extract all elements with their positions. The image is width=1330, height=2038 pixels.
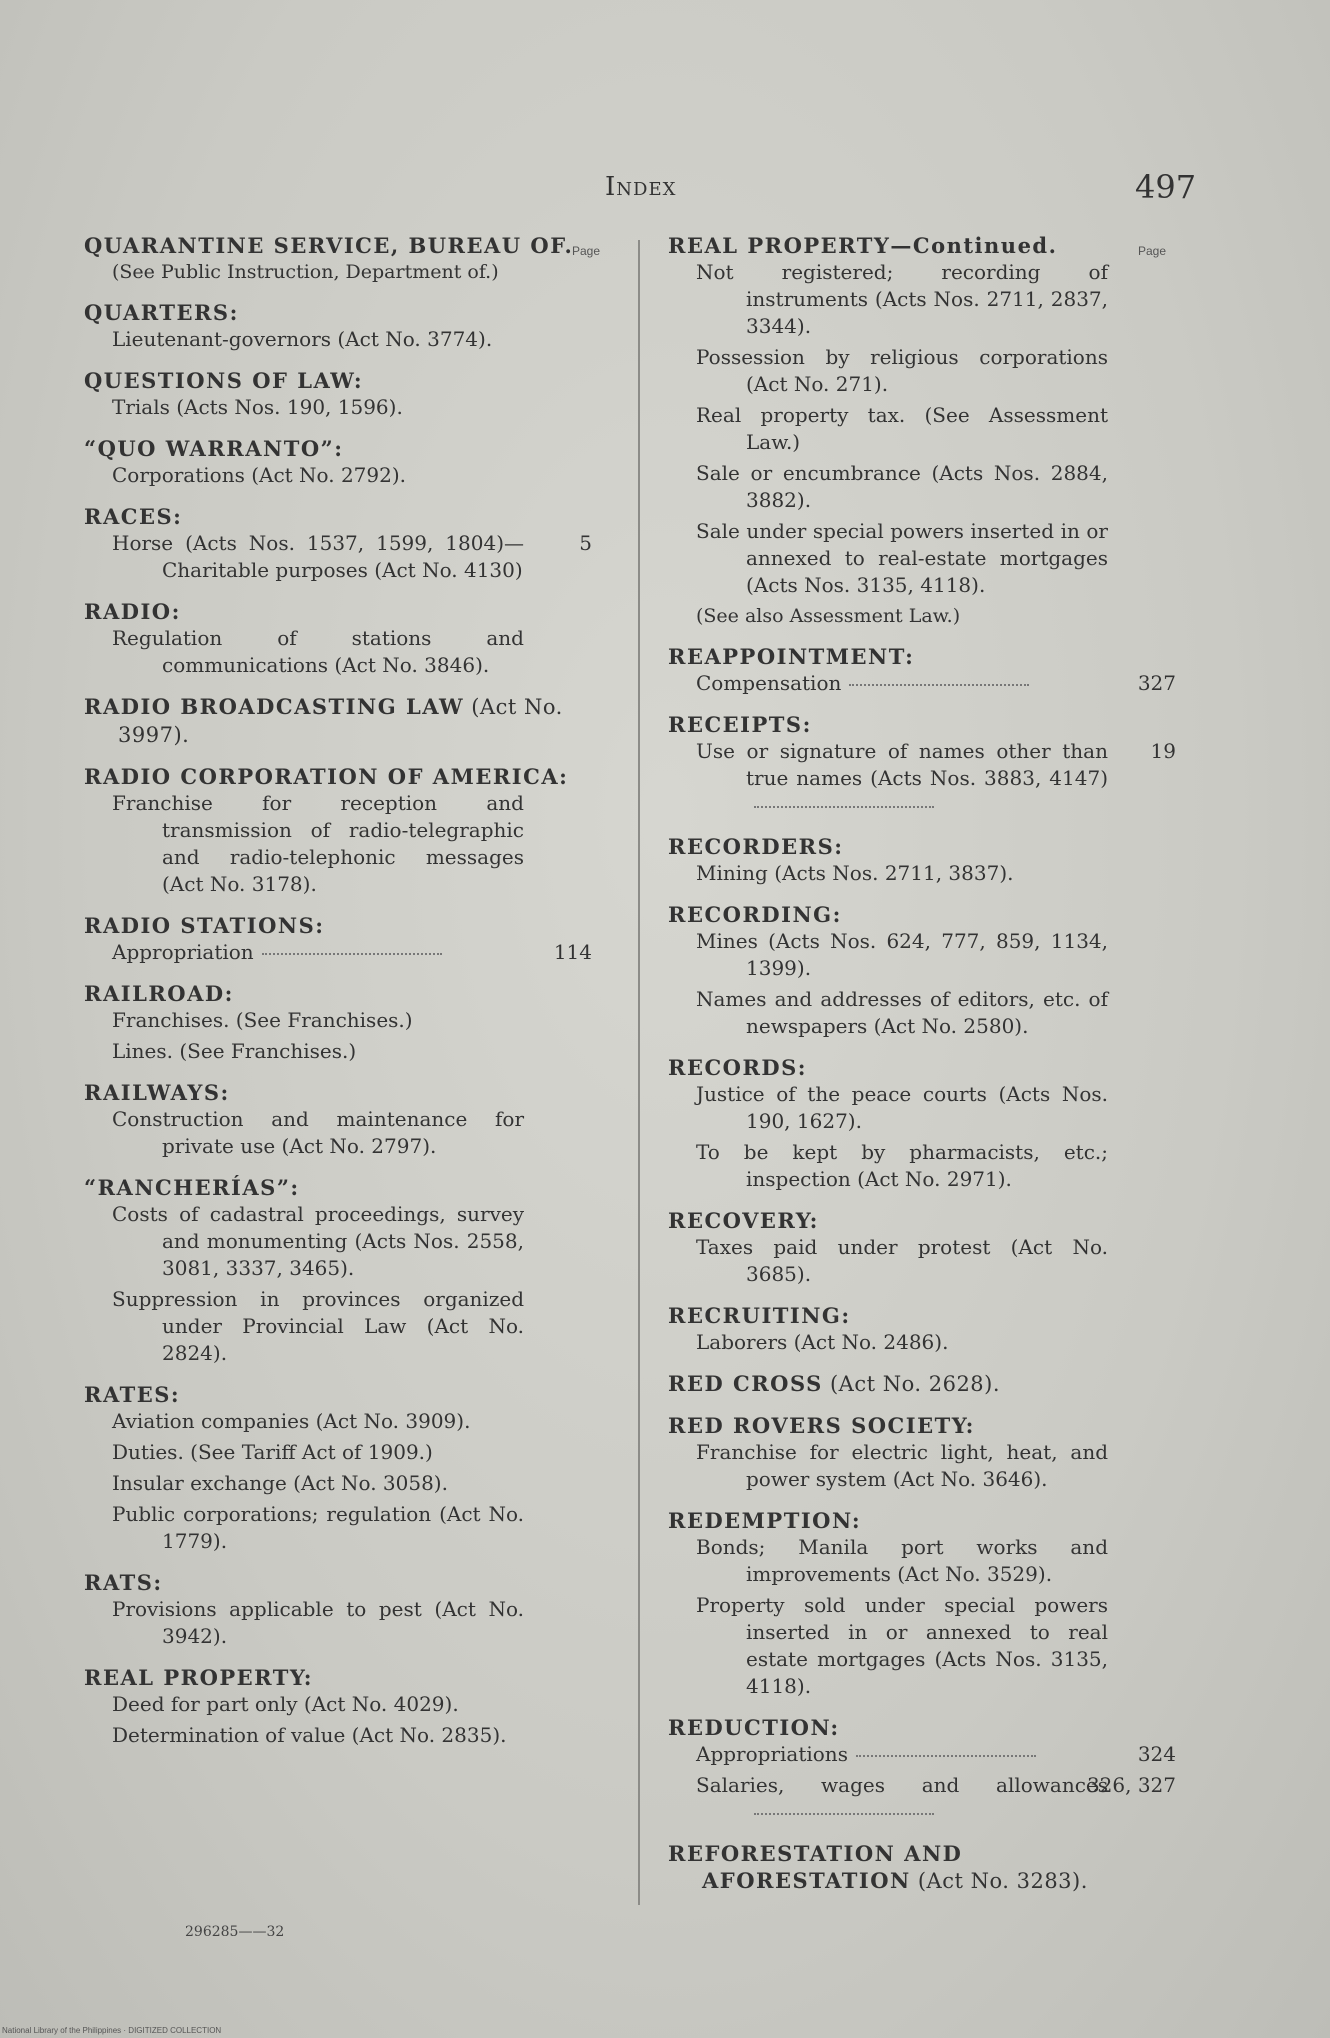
index-entry	[668, 711, 1176, 819]
subentry-text: Not registered; recording of instruments (Acts Nos. 2711, 2837, 3344).	[696, 260, 1108, 338]
entry-heading-reference: (Act No. 2628).	[822, 1372, 1001, 1396]
index-entry	[84, 1664, 584, 1749]
subentry	[668, 1139, 1168, 1193]
entry-heading	[84, 1174, 584, 1201]
subentry	[84, 1038, 584, 1065]
page-reference: 19	[1150, 739, 1176, 763]
entry-heading	[84, 763, 584, 790]
subentry-text: Provisions applicable to pest (Act No. 3942).	[112, 1597, 524, 1648]
entry-heading-text: “QUO WARRANTO”:	[84, 436, 344, 461]
index-entry	[668, 1207, 1168, 1288]
subentry	[668, 1741, 1176, 1768]
index-entry	[84, 598, 584, 679]
subentry	[668, 259, 1168, 340]
index-entry	[84, 763, 584, 898]
subentry	[668, 860, 1168, 887]
entry-heading-text: RECORDERS:	[668, 834, 844, 859]
index-entry	[668, 232, 1168, 629]
entry-heading-text: REDUCTION:	[668, 1715, 840, 1740]
entry-heading	[84, 503, 584, 530]
entry-heading-text: QUESTIONS OF LAW:	[84, 368, 364, 393]
entry-heading	[668, 1840, 1168, 1895]
subentry-text: Mining (Acts Nos. 2711, 3837).	[696, 861, 1014, 885]
printer-footnote: 296285——32	[185, 1924, 285, 1940]
subentry	[668, 460, 1168, 514]
entry-heading	[668, 1507, 1168, 1534]
subentry-text: Mines (Acts Nos. 624, 777, 859, 1134, 1399).	[696, 929, 1108, 980]
entry-heading	[84, 299, 584, 326]
entry-heading	[84, 435, 584, 462]
entry-heading-text: RADIO CORPORATION OF AMERICA:	[84, 764, 569, 789]
subentry	[84, 790, 584, 898]
subentry-text: Sale or encumbrance (Acts Nos. 2884, 3882).	[696, 461, 1108, 512]
dot-leader	[262, 953, 442, 955]
entry-heading	[668, 1370, 1168, 1398]
subentry-text: Costs of cadastral proceedings, survey and monumenting (Acts Nos. 2558, 3081, 3337, 3465).	[112, 1202, 524, 1280]
entry-heading-text: QUARTERS:	[84, 300, 239, 325]
subentry	[668, 986, 1168, 1040]
index-entry	[84, 367, 584, 421]
index-entry	[668, 1840, 1168, 1895]
entry-heading	[84, 598, 584, 625]
subentry	[84, 394, 584, 421]
dot-leader	[856, 1755, 1036, 1757]
subentry-text: Laborers (Act No. 2486).	[696, 1330, 949, 1354]
subentry-text: Construction and maintenance for private use (Act No. 2797).	[112, 1107, 524, 1158]
entry-heading-text: REAL PROPERTY:	[84, 1665, 314, 1690]
entry-heading-text: RECORDS:	[668, 1055, 808, 1080]
subentry	[84, 625, 584, 679]
entry-heading-text: REAPPOINTMENT:	[668, 644, 915, 669]
entry-heading-text: RAILWAYS:	[84, 1080, 230, 1105]
page-header	[0, 168, 1330, 218]
subentry	[84, 326, 584, 353]
entry-heading	[84, 693, 584, 749]
subentry-text: Names and addresses of editors, etc. of newspapers (Act No. 2580).	[696, 987, 1108, 1038]
page-reference: 324	[1137, 1742, 1176, 1766]
entry-heading-text: “RANCHERÍAS”:	[84, 1175, 300, 1200]
index-entry	[668, 1054, 1168, 1193]
entry-heading-text: RADIO STATIONS:	[84, 913, 325, 938]
dot-leader	[754, 1813, 934, 1815]
index-entry	[668, 901, 1168, 1040]
subentry	[84, 1106, 584, 1160]
subentry-text: Lines. (See Franchises.)	[112, 1039, 357, 1063]
subentry-text: Deed for part only (Act No. 4029).	[112, 1692, 459, 1716]
subentry	[668, 518, 1168, 599]
subentry	[84, 939, 592, 966]
left-column-page-label: Page	[572, 244, 601, 258]
index-entry	[668, 1714, 1176, 1826]
entry-heading	[668, 1714, 1168, 1741]
subentry	[84, 1501, 584, 1555]
entry-heading	[84, 1569, 584, 1596]
subentry-text: To be kept by pharmacists, etc.; inspection (Act No. 2971).	[696, 1140, 1108, 1191]
entry-heading	[668, 232, 1168, 259]
subentry-text: Franchise for reception and transmission of radio-telegraphic and radio-telephonic messages (Act No. 3178).	[112, 791, 524, 896]
entry-heading-text: RECORDING:	[668, 902, 842, 927]
subentry-text: Appropriations	[696, 1742, 848, 1766]
entry-heading-reference: (Act No. 3997).	[118, 695, 563, 747]
cross-reference-note: (See Public Instruction, Department of.)	[112, 261, 499, 283]
subentry	[84, 1596, 584, 1650]
subentry-text: Aviation companies (Act No. 3909).	[112, 1409, 471, 1433]
subentry-text: Appropriation	[112, 940, 254, 964]
subentry-text: Real property tax. (See Assessment Law.)	[696, 403, 1108, 454]
index-entry	[84, 1569, 584, 1650]
entry-heading-text: RATS:	[84, 1570, 163, 1595]
index-entry	[84, 1381, 584, 1555]
subentry	[84, 462, 584, 489]
subentry-text: Suppression in provinces organized under Provincial Law (Act No. 2824).	[112, 1287, 524, 1365]
entry-heading-text: RADIO:	[84, 599, 181, 624]
index-entry	[84, 980, 584, 1065]
subentry-text: Sale under special powers inserted in or annexed to real-estate mortgages (Acts Nos. 3135, 4118).	[696, 519, 1108, 597]
entry-heading-text: REFORESTATION AND AFORESTATION	[668, 1841, 963, 1893]
subentry	[668, 1439, 1168, 1493]
subentry-text: Regulation of stations and communications (Act No. 3846).	[112, 626, 524, 677]
subentry-text: Justice of the peace courts (Acts Nos. 190, 1627).	[696, 1082, 1108, 1133]
entry-heading-text: RACES:	[84, 504, 183, 529]
subentry	[84, 1007, 584, 1034]
entry-heading-text: QUARANTINE SERVICE, BUREAU OF.	[84, 233, 574, 258]
page-title: Index	[605, 172, 677, 202]
entry-heading-text: RAILROAD:	[84, 981, 234, 1006]
subentry-text: Determination of value (Act No. 2835).	[112, 1723, 507, 1747]
dot-leader	[849, 684, 1029, 686]
subentry	[668, 1592, 1168, 1700]
entry-heading	[668, 1054, 1168, 1081]
subentry-text: Corporations (Act No. 2792).	[112, 463, 407, 487]
subentry-text: Compensation	[696, 671, 842, 695]
index-entry	[84, 693, 584, 749]
entry-heading-text: RADIO BROADCASTING LAW	[84, 694, 465, 719]
column-divider	[638, 240, 640, 1905]
entry-heading	[84, 1381, 584, 1408]
entry-heading-text: RATES:	[84, 1382, 181, 1407]
subentry	[668, 1234, 1168, 1288]
entry-heading-text: REAL PROPERTY—Continued.	[668, 233, 1058, 258]
entry-heading	[84, 1664, 584, 1691]
subentry-text: Insular exchange (Act No. 3058).	[112, 1471, 448, 1495]
subentry-text: Bonds; Manila port works and improvements (Act No. 3529).	[696, 1535, 1108, 1586]
entry-heading	[84, 980, 584, 1007]
subentry	[668, 1329, 1168, 1356]
entry-heading	[668, 1412, 1168, 1439]
dot-leader	[754, 806, 934, 808]
right-column	[668, 232, 1176, 1909]
entry-heading-text: REDEMPTION:	[668, 1508, 862, 1533]
entry-heading	[84, 1079, 584, 1106]
entry-heading-text: RECOVERY:	[668, 1208, 819, 1233]
cross-reference-note: (See also Assessment Law.)	[696, 605, 961, 627]
right-column-page-label: Page	[1138, 244, 1167, 258]
subentry	[668, 928, 1168, 982]
page-reference: 114	[553, 940, 592, 964]
subentry	[668, 738, 1176, 819]
page-reference: 327	[1137, 671, 1176, 695]
subentry-text: Taxes paid under protest (Act No. 3685).	[696, 1235, 1108, 1286]
subentry-text: Possession by religious corporations (Act No. 271).	[696, 345, 1108, 396]
entry-heading	[668, 1302, 1168, 1329]
subentry	[668, 344, 1168, 398]
entry-heading-text: RED CROSS	[668, 1371, 823, 1396]
index-entry	[668, 1302, 1168, 1356]
index-entry	[668, 1412, 1168, 1493]
subentry	[668, 1081, 1168, 1135]
entry-heading-text: RECEIPTS:	[668, 712, 812, 737]
entry-heading	[84, 367, 584, 394]
subentry	[84, 1722, 584, 1749]
subentry	[84, 1408, 584, 1435]
index-entry	[84, 503, 592, 584]
entry-heading	[84, 912, 584, 939]
subentry-text: Trials (Acts Nos. 190, 1596).	[112, 395, 403, 419]
subentry	[668, 670, 1176, 697]
entry-heading	[84, 232, 584, 259]
subentry	[84, 1286, 584, 1367]
index-entry	[668, 1370, 1168, 1398]
index-entry	[84, 232, 584, 285]
entry-heading	[668, 901, 1168, 928]
subentry-text: Public corporations; regulation (Act No. 1779).	[112, 1502, 524, 1553]
entry-heading-text: RECRUITING:	[668, 1303, 851, 1328]
subentry-text: Franchises. (See Franchises.)	[112, 1008, 413, 1032]
subentry-text: Horse (Acts Nos. 1537, 1599, 1804)—Charitable purposes (Act No. 4130)	[112, 531, 524, 582]
entry-heading	[668, 1207, 1168, 1234]
page-reference: 326, 327	[1086, 1773, 1176, 1797]
entry-heading	[668, 643, 1168, 670]
index-entry	[84, 299, 584, 353]
index-entry	[84, 1079, 584, 1160]
page-reference: 5	[579, 531, 592, 555]
entry-heading-text: RED ROVERS SOCIETY:	[668, 1413, 975, 1438]
entry-heading-reference: (Act No. 3283).	[910, 1869, 1088, 1893]
index-entry	[84, 435, 584, 489]
index-entry	[668, 833, 1168, 887]
subentry-text: Salaries, wages and allowances	[696, 1773, 1108, 1797]
subentry-text: Property sold under special powers inserted in or annexed to real estate mortgages (Acts Nos. 3135, 4118).	[696, 1593, 1108, 1698]
index-entry	[84, 912, 592, 966]
subentry	[84, 1439, 584, 1466]
subentry-text: Duties. (See Tariff Act of 1909.)	[112, 1440, 433, 1464]
subentry	[668, 1534, 1168, 1588]
subentry	[84, 530, 592, 584]
entry-heading	[668, 833, 1168, 860]
subentry	[668, 402, 1168, 456]
subentry	[84, 1470, 584, 1497]
entry-heading	[668, 711, 1168, 738]
scan-credit: National Library of the Philippines · DIGITIZED COLLECTION	[2, 2026, 222, 2035]
page-number: 497	[1135, 168, 1197, 206]
index-entry	[668, 643, 1176, 697]
subentry-text: Lieutenant-governors (Act No. 3774).	[112, 327, 493, 351]
subentry-text: Franchise for electric light, heat, and power system (Act No. 3646).	[696, 1440, 1108, 1491]
subentry	[84, 1691, 584, 1718]
index-entry	[84, 1174, 584, 1367]
index-entry	[668, 1507, 1168, 1700]
subentry-text: Use or signature of names other than true names (Acts Nos. 3883, 4147)	[696, 739, 1108, 790]
subentry	[668, 1772, 1176, 1826]
subentry	[84, 1201, 584, 1282]
